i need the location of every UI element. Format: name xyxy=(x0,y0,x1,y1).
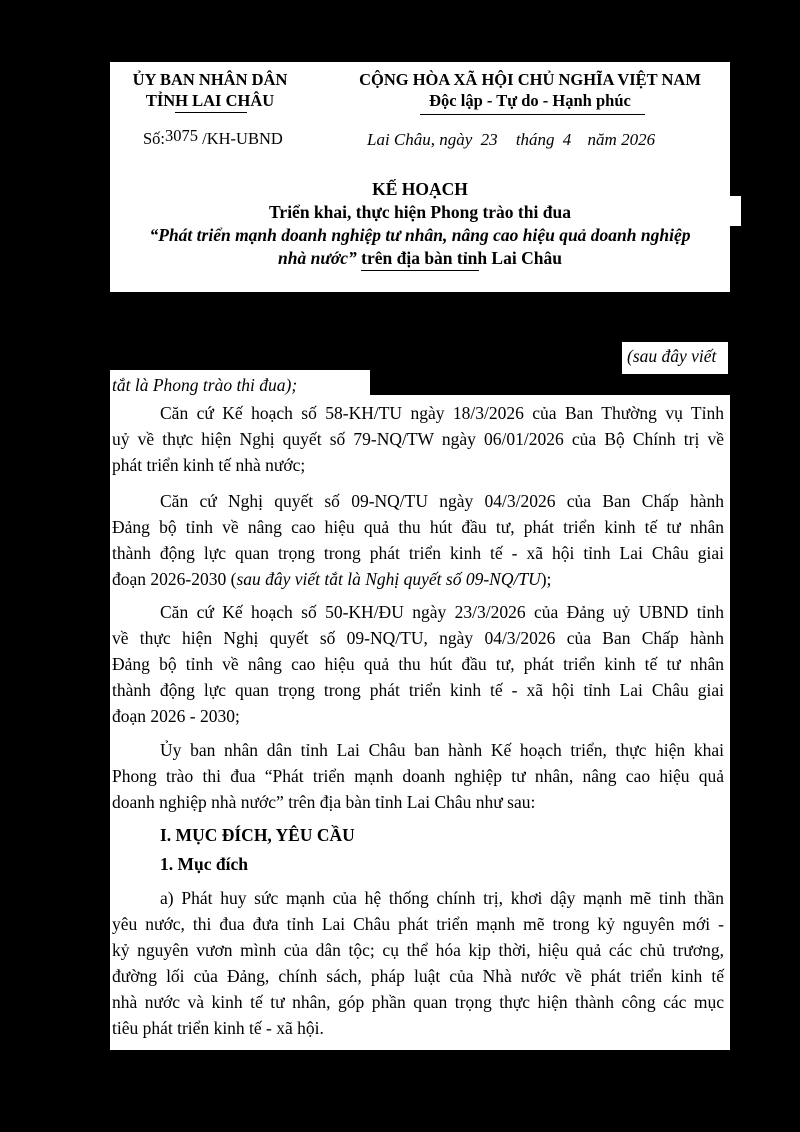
title-line-2: “Phát triển mạnh doanh nghiệp tư nhân, nâng cao hiệu quả doanh nghiệp xyxy=(149,225,691,245)
date-place: Lai Châu, ngày xyxy=(367,130,473,149)
doc-number-suffix: /KH-UBND xyxy=(202,129,283,148)
fragment-right-text: (sau đây viết xyxy=(627,346,717,366)
motto-underline xyxy=(420,114,645,115)
doc-number-prefix: Số: xyxy=(143,129,166,148)
date-year-label: năm xyxy=(587,130,617,149)
document-type: KẾ HOẠCH xyxy=(372,179,468,199)
document-date xyxy=(367,131,655,148)
p2-line-4-normal: đoạn 2026-2030 ( xyxy=(112,569,237,589)
title-line-3-rest: trên địa bàn tỉnh Lai Châu xyxy=(356,248,562,268)
item-a-line-4: đường lối của Đảng, chính sách, pháp luật của Nhà nước về phát triển kinh tế xyxy=(112,966,724,986)
p2-line-4-end: ); xyxy=(540,569,552,589)
agency-line-1: ỦY BAN NHÂN DÂN xyxy=(132,70,288,89)
p2-line-4-italic: sau đây viết tắt là Nghị quyết số 09-NQ/TU xyxy=(236,569,541,589)
date-day: 23 xyxy=(480,130,498,149)
p2-line-4 xyxy=(112,571,551,589)
date-month-label: tháng xyxy=(515,130,555,149)
item-a-line-6: tiêu phát triển kinh tế - xã hội. xyxy=(112,1018,324,1038)
p3-line-5: đoạn 2026 - 2030; xyxy=(112,706,240,726)
item-a-line-3: kỷ nguyên vươn mình của dân tộc; cụ thể hóa kịp thời, hiệu quả các chủ trương, xyxy=(112,940,724,960)
p3-line-1: Căn cứ Kế hoạch số 50-KH/ĐU ngày 23/3/2026 của Đảng uỷ UBND tỉnh xyxy=(160,602,724,622)
p4-line-2: Phong trào thi đua “Phát triển mạnh doanh nghiệp tư nhân, nâng cao hiệu quả xyxy=(112,766,724,786)
fragment-left-text: tắt là Phong trào thi đua); xyxy=(112,375,298,395)
p2-line-1: Căn cứ Nghị quyết số 09-NQ/TU ngày 04/3/2026 của Ban Chấp hành xyxy=(160,491,724,511)
p2-line-2: Đảng bộ tỉnh về nâng cao hiệu quả thu hút đầu tư, phát triển kinh tế tư nhân xyxy=(112,517,724,537)
title-line-3-italic: nhà nước” xyxy=(278,248,357,268)
nation-line-1: CỘNG HÒA XÃ HỘI CHỦ NGHĨA VIỆT NAM xyxy=(359,70,701,89)
section-subheading: 1. Mục đích xyxy=(160,854,248,874)
item-a-line-1: a) Phát huy sức mạnh của hệ thống chính trị, khơi dậy mạnh mẽ tinh thần xyxy=(160,888,724,908)
p4-line-1: Ủy ban nhân dân tỉnh Lai Châu ban hành Kế hoạch triển, thực hiện khai xyxy=(160,740,724,760)
title-line-1: Triển khai, thực hiện Phong trào thi đua xyxy=(269,202,571,222)
p3-line-4: thành động lực quan trọng trong phát triển kinh tế - xã hội tỉnh Lai Châu giai xyxy=(112,680,724,700)
doc-number-value: 3075 xyxy=(165,126,199,145)
title-underline xyxy=(361,270,479,271)
item-a-line-5: nhà nước và kinh tế tư nhân, góp phần quan trọng thực hiện thành công các mục xyxy=(112,992,724,1012)
document-number xyxy=(143,126,283,148)
nation-line-2: Độc lập - Tự do - Hạnh phúc xyxy=(429,91,631,110)
title-line-3 xyxy=(110,250,730,268)
date-year: 2026 xyxy=(621,130,656,149)
item-a-line-2: yêu nước, thi đua đưa tỉnh Lai Châu phát triển mạnh mẽ trong kỷ nguyên mới - xyxy=(112,914,724,934)
p1-line-3: phát triển kinh tế nhà nước; xyxy=(112,455,306,475)
agency-underline xyxy=(175,112,247,113)
p2-line-3: thành động lực quan trọng trong phát triển kinh tế - xã hội tỉnh Lai Châu giai xyxy=(112,543,724,563)
agency-line-2: TỈNH LAI CHÂU xyxy=(145,91,275,110)
section-heading: I. MỤC ĐÍCH, YÊU CẦU xyxy=(160,825,355,845)
p3-line-3: Đảng bộ tỉnh về nâng cao hiệu quả thu hút đầu tư, phát triển kinh tế tư nhân xyxy=(112,654,724,674)
date-month: 4 xyxy=(562,130,572,149)
p3-line-2: về thực hiện Nghị quyết số 09-NQ/TU, ngày 04/3/2026 của Ban Chấp hành xyxy=(112,628,724,648)
p1-line-1: Căn cứ Kế hoạch số 58-KH/TU ngày 18/3/2026 của Ban Thường vụ Tỉnh xyxy=(160,403,724,423)
p1-line-2: uỷ về thực hiện Nghị quyết số 79-NQ/TW ngày 06/01/2026 của Bộ Chính trị về xyxy=(112,429,724,449)
p4-line-3: doanh nghiệp nhà nước” trên địa bàn tỉnh Lai Châu như sau: xyxy=(112,792,536,812)
